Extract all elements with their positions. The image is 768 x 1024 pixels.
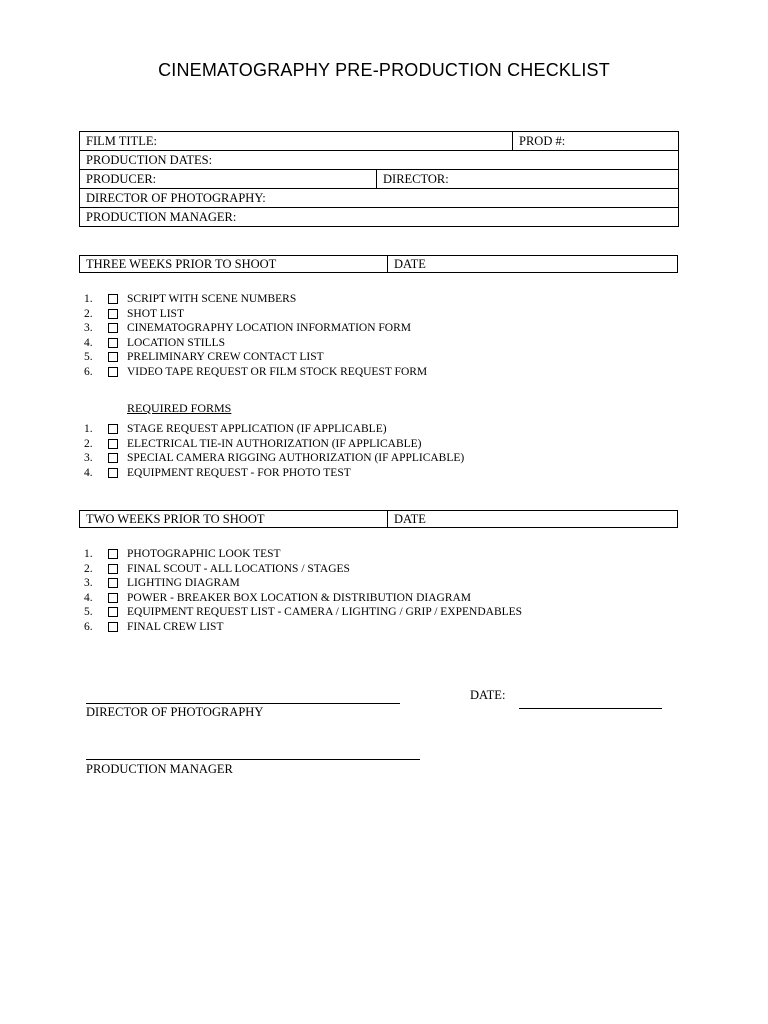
item-number: 4. <box>84 466 93 479</box>
production-dates-field[interactable]: PRODUCTION DATES: <box>80 151 679 170</box>
item-label: POWER - BREAKER BOX LOCATION & DISTRIBUTION DIAGRAM <box>127 591 472 604</box>
checklist-item <box>84 422 464 437</box>
item-number: 3. <box>84 577 93 590</box>
item-label: SHOT LIST <box>127 307 184 320</box>
item-label: EQUIPMENT REQUEST - FOR PHOTO TEST <box>127 466 351 479</box>
item-number: 1. <box>84 293 93 306</box>
item-number: 4. <box>84 336 93 349</box>
item-number: 5. <box>84 351 93 364</box>
checkbox[interactable] <box>108 338 118 348</box>
dop-signature-line[interactable] <box>86 703 400 704</box>
item-label: EQUIPMENT REQUEST LIST - CAMERA / LIGHTING / GRIP / EXPENDABLES <box>127 606 523 619</box>
dop-signature-label: DIRECTOR OF PHOTOGRAPHY <box>86 705 264 719</box>
dop-field[interactable]: DIRECTOR OF PHOTOGRAPHY: <box>80 189 679 208</box>
item-label: CINEMATOGRAPHY LOCATION INFORMATION FORM <box>127 322 412 335</box>
checklist-item <box>84 292 427 307</box>
item-number: 1. <box>84 548 93 561</box>
director-field[interactable]: DIRECTOR: <box>377 170 679 189</box>
checkbox[interactable] <box>108 622 118 632</box>
pm-signature-line[interactable] <box>86 759 420 760</box>
item-label: PRELIMINARY CREW CONTACT LIST <box>127 351 324 364</box>
film-title-field[interactable]: FILM TITLE: <box>80 132 513 151</box>
checkbox[interactable] <box>108 424 118 434</box>
item-label: FINAL CREW LIST <box>127 620 224 633</box>
item-number: 2. <box>84 562 93 575</box>
checkbox[interactable] <box>108 453 118 463</box>
item-number: 2. <box>84 437 93 450</box>
checklist-item <box>84 466 464 481</box>
item-number: 5. <box>84 606 93 619</box>
required-forms-heading: REQUIRED FORMS <box>127 401 232 415</box>
three-weeks-checklist <box>84 292 427 379</box>
item-label: PHOTOGRAPHIC LOOK TEST <box>127 548 281 561</box>
production-manager-field[interactable]: PRODUCTION MANAGER: <box>80 208 679 227</box>
item-label: SPECIAL CAMERA RIGGING AUTHORIZATION (IF APPLICABLE) <box>127 452 465 465</box>
checklist-item <box>84 307 427 322</box>
page-title: CINEMATOGRAPHY PRE-PRODUCTION CHECKLIST <box>158 60 610 80</box>
item-number: 6. <box>84 365 93 378</box>
checklist-item <box>84 321 427 336</box>
producer-field[interactable]: PRODUCER: <box>80 170 377 189</box>
item-label: LOCATION STILLS <box>127 336 226 349</box>
required-forms-checklist <box>84 422 464 480</box>
signature-date-line[interactable] <box>519 708 662 709</box>
checklist-item <box>84 451 464 466</box>
item-label: SCRIPT WITH SCENE NUMBERS <box>127 293 297 306</box>
checkbox[interactable] <box>108 439 118 449</box>
two-weeks-checklist <box>84 547 522 634</box>
item-number: 3. <box>84 452 93 465</box>
two-weeks-date-field[interactable]: DATE <box>394 512 426 526</box>
checkbox[interactable] <box>108 294 118 304</box>
item-number: 6. <box>84 620 93 633</box>
checklist-item <box>84 591 522 606</box>
checkbox[interactable] <box>108 367 118 377</box>
checkbox[interactable] <box>108 352 118 362</box>
checkbox[interactable] <box>108 593 118 603</box>
three-weeks-label: THREE WEEKS PRIOR TO SHOOT <box>80 256 388 272</box>
pm-signature-label: PRODUCTION MANAGER <box>86 762 233 776</box>
checklist-item <box>84 620 522 635</box>
checklist-item <box>84 437 464 452</box>
item-label: FINAL SCOUT - ALL LOCATIONS / STAGES <box>127 562 350 575</box>
checkbox[interactable] <box>108 468 118 478</box>
checklist-item <box>84 365 427 380</box>
checkbox[interactable] <box>108 578 118 588</box>
checklist-item <box>84 562 522 577</box>
item-number: 2. <box>84 307 93 320</box>
checklist-item <box>84 605 522 620</box>
two-weeks-header <box>79 510 678 528</box>
checklist-item <box>84 350 427 365</box>
item-label: LIGHTING DIAGRAM <box>127 577 240 590</box>
prod-number-field[interactable]: PROD #: <box>513 132 679 151</box>
item-number: 3. <box>84 322 93 335</box>
checklist-item <box>84 576 522 591</box>
item-number: 4. <box>84 591 93 604</box>
production-info-table <box>79 131 679 227</box>
item-number: 1. <box>84 423 93 436</box>
item-label: STAGE REQUEST APPLICATION (IF APPLICABLE) <box>127 423 387 436</box>
two-weeks-label: TWO WEEKS PRIOR TO SHOOT <box>80 511 388 527</box>
three-weeks-header <box>79 255 678 273</box>
checkbox[interactable] <box>108 607 118 617</box>
item-label: ELECTRICAL TIE-IN AUTHORIZATION (IF APPLICABLE) <box>127 437 422 450</box>
signature-date-label: DATE: <box>470 688 506 702</box>
checklist-item <box>84 336 427 351</box>
checkbox[interactable] <box>108 323 118 333</box>
three-weeks-date-field[interactable]: DATE <box>394 257 426 271</box>
checkbox[interactable] <box>108 549 118 559</box>
checkbox[interactable] <box>108 564 118 574</box>
item-label: VIDEO TAPE REQUEST OR FILM STOCK REQUEST FORM <box>127 365 428 378</box>
checkbox[interactable] <box>108 309 118 319</box>
checklist-item <box>84 547 522 562</box>
